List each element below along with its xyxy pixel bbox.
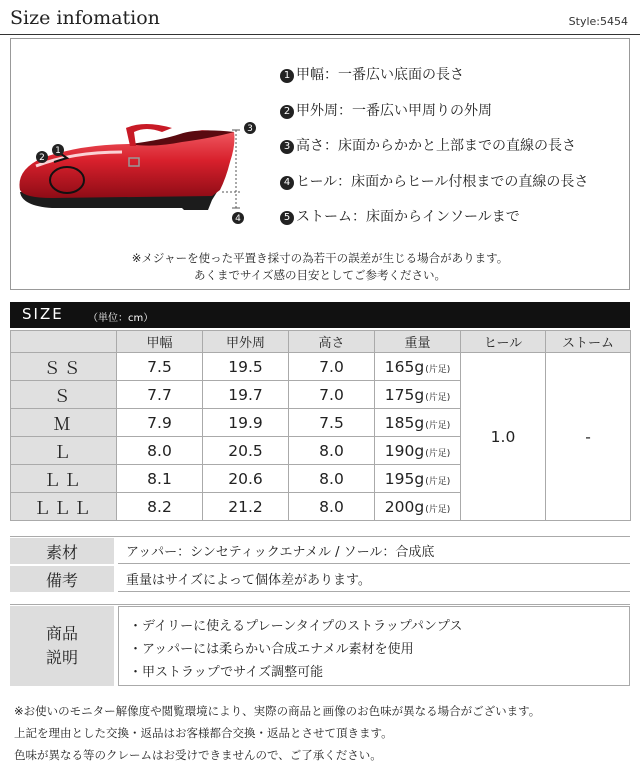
- size-cell: ＬＬＬ: [11, 493, 117, 521]
- height-cell: 7.0: [289, 381, 375, 409]
- size-cell: ＬＬ: [11, 465, 117, 493]
- size-cell: Ｌ: [11, 437, 117, 465]
- shoe-diagram: [12, 100, 262, 230]
- heel-cell: 1.0: [461, 353, 546, 521]
- height-cell: 7.5: [289, 409, 375, 437]
- remarks-value: 重量はサイズによって個体差があります。: [118, 566, 630, 592]
- width-cell: 7.9: [117, 409, 203, 437]
- weight-cell: [375, 381, 461, 409]
- weight-value: 175g: [384, 385, 425, 404]
- disclaimer-line: 色味が異なる等のクレームはお受けできませんので、ご了承ください。: [14, 748, 382, 762]
- spec-text: 甲外周：一番広い甲周りの外周: [296, 102, 492, 119]
- product-description: [118, 606, 630, 686]
- spec-item: [280, 200, 588, 236]
- marker-3: 3: [247, 124, 253, 134]
- spec-number: 3: [280, 140, 294, 154]
- size-unit: （単位：cm）: [88, 313, 154, 324]
- weight-note: (片足): [425, 364, 451, 375]
- weight-cell: [375, 493, 461, 521]
- width-cell: 7.7: [117, 381, 203, 409]
- weight-value: 190g: [384, 441, 425, 460]
- width-cell: 8.2: [117, 493, 203, 521]
- weight-note: (片足): [425, 420, 451, 431]
- girth-cell: 21.2: [203, 493, 289, 521]
- measurement-legend: [280, 58, 588, 236]
- weight-note: (片足): [425, 392, 451, 403]
- size-cell: Ｍ: [11, 409, 117, 437]
- height-cell: 7.0: [289, 353, 375, 381]
- product-divider: [10, 604, 630, 605]
- material-value: アッパー：シンセティックエナメル / ソール：合成底: [118, 538, 630, 564]
- weight-value: 185g: [384, 413, 425, 432]
- header-heel: ヒール: [461, 331, 546, 353]
- note-line: ※メジャーを使った平置き採寸の為若干の誤差が生じる場合があります。: [131, 251, 509, 265]
- list-item: ・アッパーには柔らかい合成エナメル素材を使用: [129, 642, 414, 657]
- spec-item: [280, 94, 588, 130]
- table-row: [11, 353, 631, 381]
- disclaimer-line: 上記を理由とした交換・返品はお客様都合交換・返品とさせて頂きます。: [14, 726, 393, 740]
- width-cell: 8.0: [117, 437, 203, 465]
- girth-cell: 20.5: [203, 437, 289, 465]
- storm-cell: -: [546, 353, 631, 521]
- header-girth: 甲外周: [203, 331, 289, 353]
- size-cell: Ｓ: [11, 381, 117, 409]
- spec-text: 甲幅：一番広い底面の長さ: [296, 67, 464, 83]
- header-size: [11, 331, 117, 353]
- girth-cell: 19.9: [203, 409, 289, 437]
- list-item: ・デイリーに使えるプレーンタイプのストラップパンプス: [129, 619, 463, 634]
- size-label: SIZE: [22, 305, 64, 323]
- header-weight: 重量: [375, 331, 461, 353]
- header-width: 甲幅: [117, 331, 203, 353]
- product-label-line: 商品: [45, 624, 78, 643]
- weight-value: 195g: [384, 469, 425, 488]
- spec-number: 2: [280, 105, 294, 119]
- marker-1: 1: [55, 146, 61, 156]
- weight-cell: [375, 465, 461, 493]
- spec-text: ヒール：床面からヒール付根までの直線の長さ: [296, 173, 589, 190]
- disclaimer-line: ※お使いのモニター解像度や閲覧環境により、実際の商品と画像のお色味が異なる場合がございます。: [14, 704, 541, 718]
- table-header-row: [11, 331, 631, 353]
- spec-number: 1: [280, 69, 294, 83]
- spec-item: [280, 58, 588, 94]
- marker-4: 4: [235, 214, 241, 224]
- title-divider: [0, 34, 640, 35]
- spec-text: ストーム：床面からインソールまで: [296, 209, 520, 225]
- list-item: ・甲ストラップでサイズ調整可能: [129, 665, 324, 680]
- product-label: [10, 606, 114, 686]
- weight-cell: [375, 409, 461, 437]
- weight-note: (片足): [425, 448, 451, 459]
- girth-cell: 19.7: [203, 381, 289, 409]
- spec-text: 高さ：床面からかかと上部までの直線の長さ: [296, 138, 576, 154]
- spec-number: 5: [280, 211, 294, 225]
- product-label-line: 説明: [45, 648, 78, 667]
- measurement-notes: [10, 250, 630, 284]
- weight-value: 200g: [384, 497, 425, 516]
- size-table: [10, 330, 631, 521]
- material-divider: [10, 536, 630, 537]
- marker-2: 2: [39, 153, 45, 163]
- height-cell: 8.0: [289, 465, 375, 493]
- disclaimer: [14, 700, 540, 766]
- page-title: Size infomation: [10, 7, 160, 29]
- header-height: 高さ: [289, 331, 375, 353]
- weight-note: (片足): [425, 476, 451, 487]
- spec-item: [280, 165, 588, 201]
- weight-value: 165g: [384, 357, 425, 376]
- girth-cell: 19.5: [203, 353, 289, 381]
- spec-item: [280, 129, 588, 165]
- height-cell: 8.0: [289, 493, 375, 521]
- width-cell: 8.1: [117, 465, 203, 493]
- remarks-label: 備考: [10, 566, 114, 592]
- weight-note: (片足): [425, 504, 451, 515]
- spec-number: 4: [280, 176, 294, 190]
- material-label: 素材: [10, 538, 114, 564]
- note-line: あくまでサイズ感の目安としてご参考ください。: [193, 268, 447, 282]
- style-code: Style:5454: [568, 15, 628, 28]
- height-cell: 8.0: [289, 437, 375, 465]
- weight-cell: [375, 437, 461, 465]
- header-storm: ストーム: [546, 331, 631, 353]
- width-cell: 7.5: [117, 353, 203, 381]
- girth-cell: 20.6: [203, 465, 289, 493]
- weight-cell: [375, 353, 461, 381]
- size-cell: ＳＳ: [11, 353, 117, 381]
